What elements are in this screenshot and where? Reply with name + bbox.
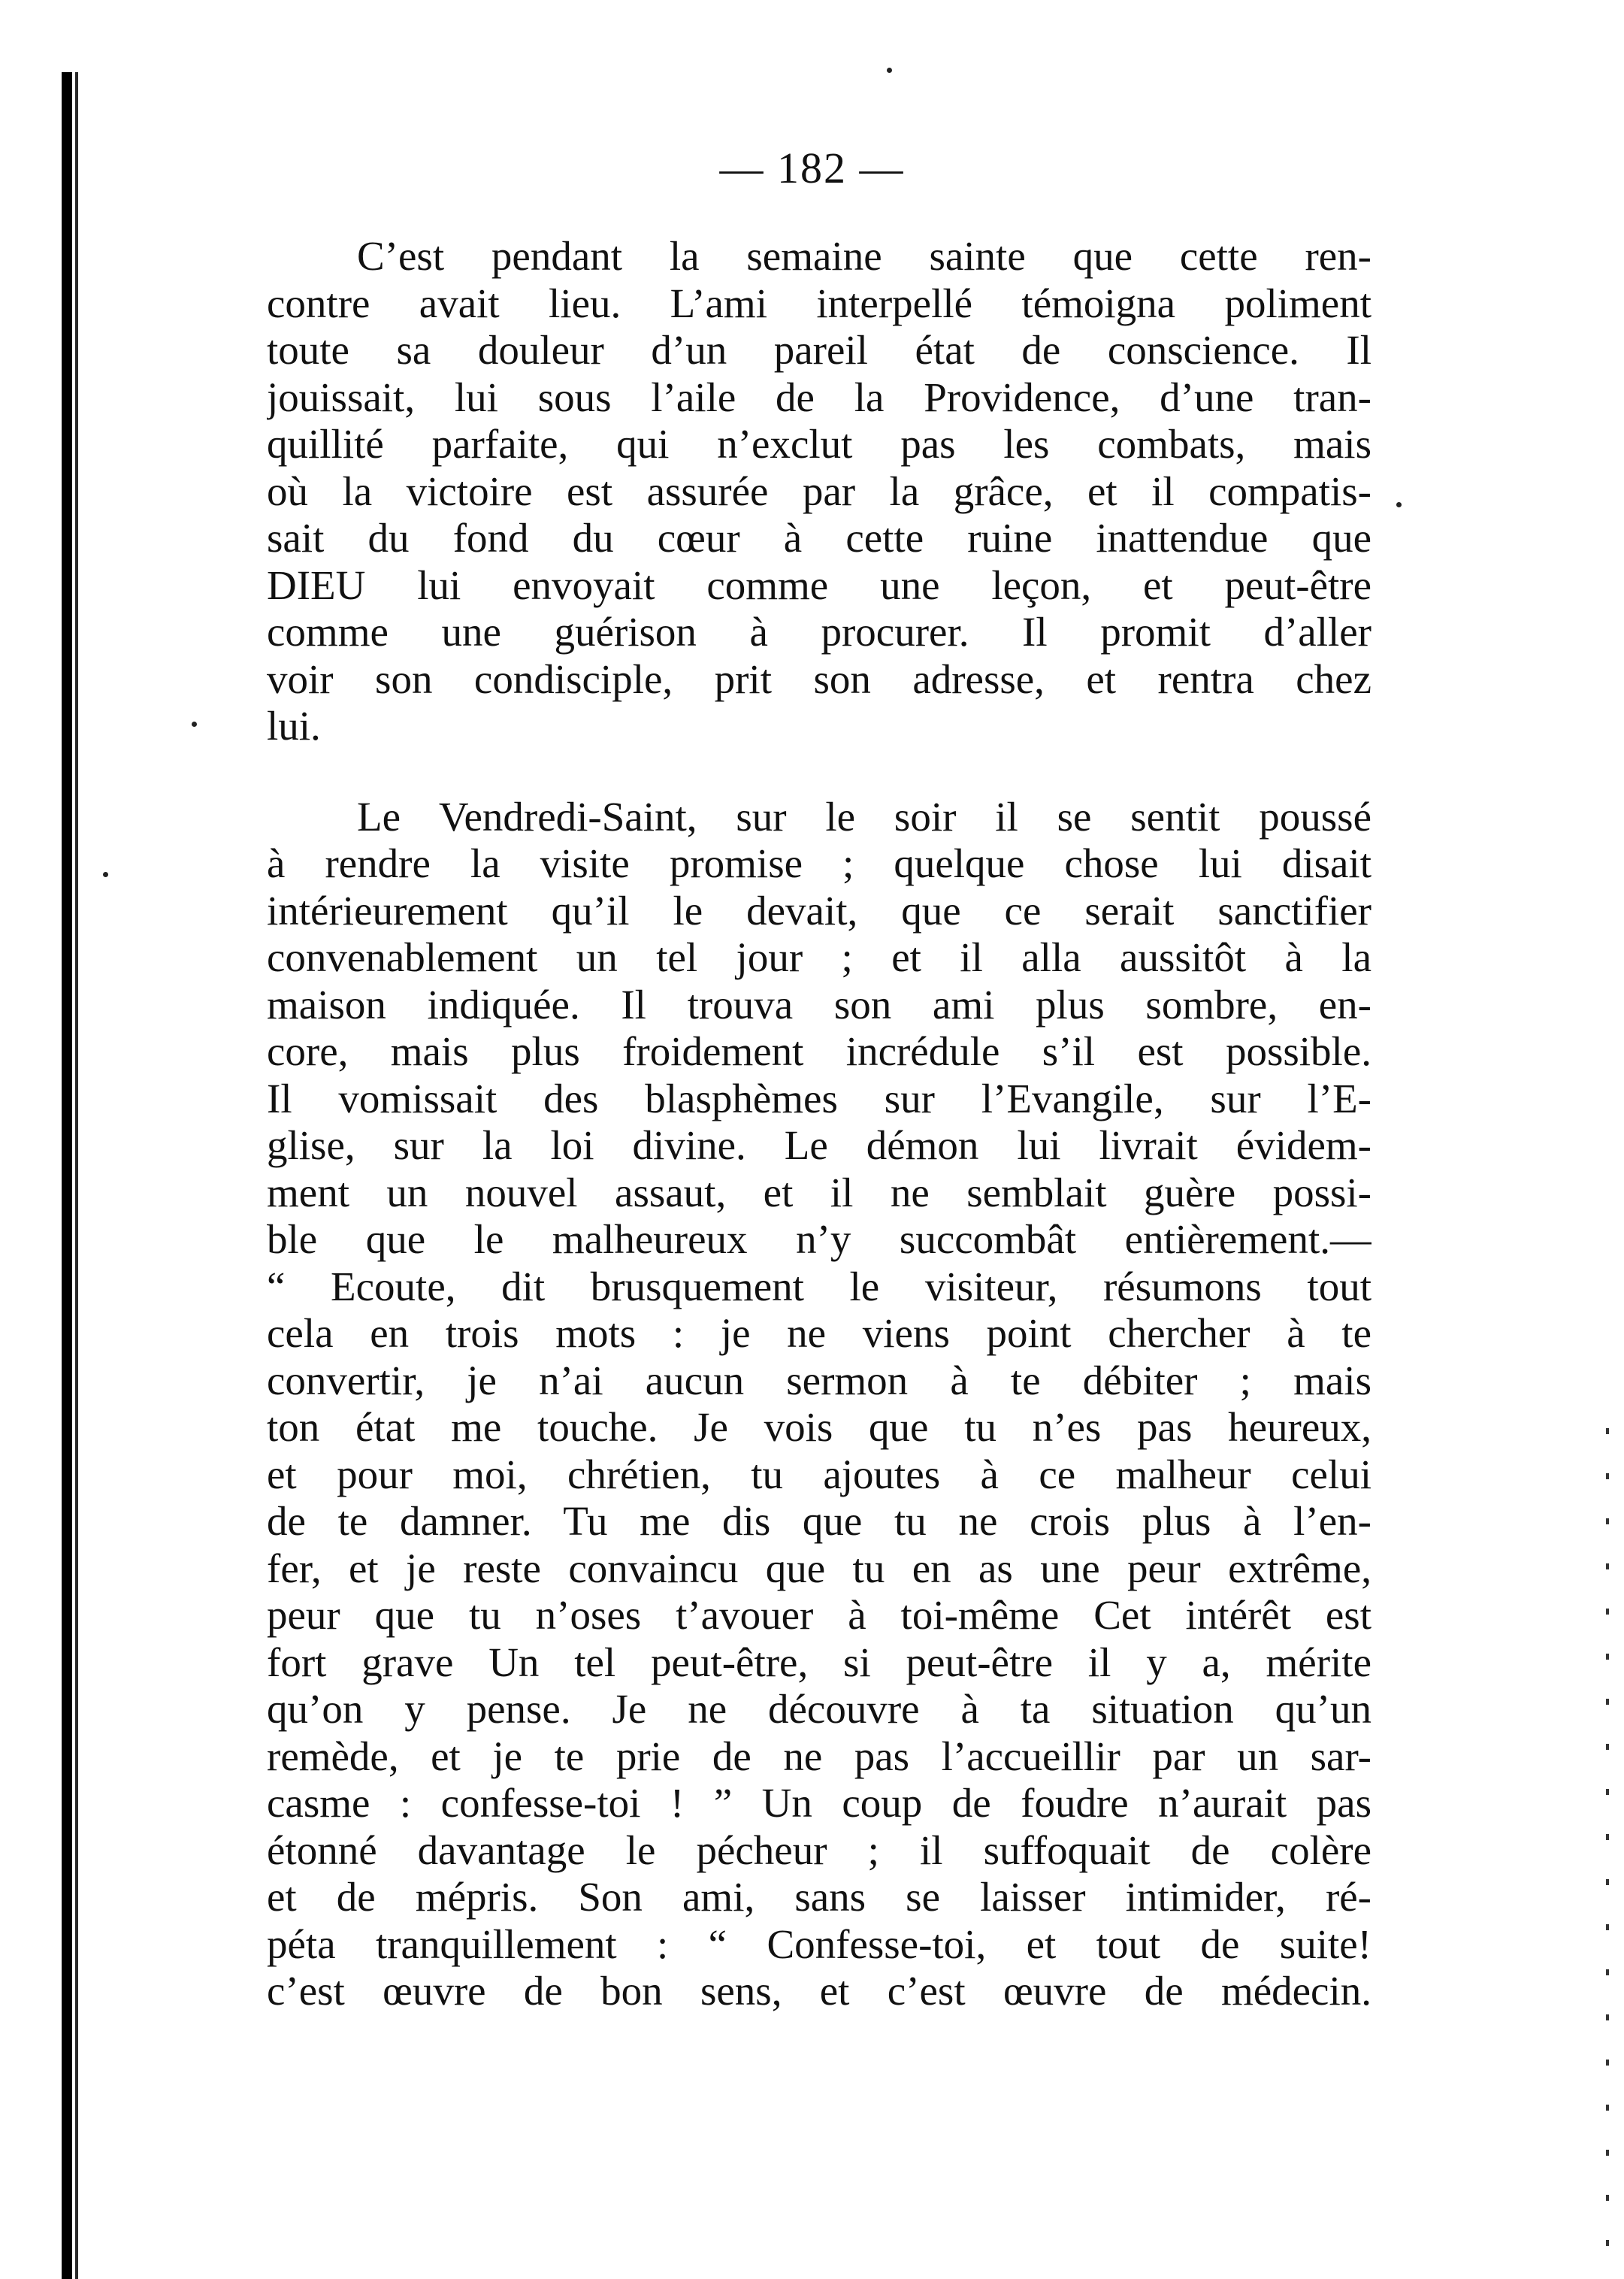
body-text: [267, 233, 1371, 2059]
text-line: cela en trois mots : je ne viens point chercher à te: [267, 1310, 1371, 1356]
text-line: toute sa douleur d’un pareil état de conscience. Il: [267, 327, 1371, 373]
text-line: maison indiquée. Il trouva son ami plus sombre, en-: [267, 981, 1371, 1028]
text-line: à rendre la visite promise ; quelque chose lui disait: [267, 840, 1371, 886]
text-line: peur que tu n’oses t’avouer à toi-même Cet intérêt est: [267, 1592, 1371, 1638]
text-line: ton état me touche. Je vois que tu n’es pas heureux,: [267, 1404, 1371, 1450]
text-line: et pour moi, chrétien, tu ajoutes à ce malheur celui: [267, 1451, 1371, 1497]
ink-speck: [1396, 502, 1402, 507]
text-line: quillité parfaite, qui n’exclut pas les combats, mais: [267, 421, 1371, 467]
text-line: sait du fond du cœur à cette ruine inattendue que: [267, 515, 1371, 561]
ink-speck: [192, 722, 197, 727]
text-line: lui.: [267, 703, 321, 749]
text-line: remède, et je te prie de ne pas l’accueillir par un sar-: [267, 1733, 1371, 1779]
ink-speck: [887, 68, 892, 73]
text-line: où la victoire est assurée par la grâce, et il compatis-: [267, 468, 1371, 514]
page-binding-edge-inner: [75, 72, 78, 2279]
paragraph-2: [267, 794, 1371, 2015]
page-binding-edge: [62, 72, 72, 2279]
text-line: Le Vendredi-Saint, sur le soir il se sentit poussé: [357, 793, 1371, 840]
page-number: — 182 —: [719, 144, 905, 192]
text-line: C’est pendant la semaine sainte que cette ren-: [357, 233, 1371, 279]
text-line: ment un nouvel assaut, et il ne semblait guère possi-: [267, 1169, 1371, 1215]
text-line: Il vomissait des blasphèmes sur l’Evangile, sur l’E-: [267, 1075, 1371, 1121]
text-line: c’est œuvre de bon sens, et c’est œuvre de médecin.: [267, 1968, 1371, 2014]
text-line: péta tranquillement : “ Confesse-toi, et tout de suite!: [267, 1920, 1371, 1967]
text-line: étonné davantage le pécheur ; il suffoquait de colère: [267, 1827, 1371, 1873]
text-line: fer, et je reste convaincu que tu en as une peur extrême,: [267, 1545, 1371, 1591]
text-line: ble que le malheureux n’y succombât entièrement.—: [267, 1216, 1371, 1262]
text-line: intérieurement qu’il le devait, que ce serait sanctifier: [267, 887, 1371, 934]
text-line: qu’on y pense. Je ne découvre à ta situation qu’un: [267, 1686, 1371, 1732]
paragraph-1: [267, 233, 1371, 750]
text-line: glise, sur la loi divine. Le démon lui livrait évidem-: [267, 1122, 1371, 1168]
text-line: de te damner. Tu me dis que tu ne crois plus à l’en-: [267, 1498, 1371, 1544]
text-line: comme une guérison à procurer. Il promit d’aller: [267, 609, 1371, 655]
text-line: fort grave Un tel peut-être, si peut-être il y a, mérite: [267, 1639, 1371, 1685]
text-line: et de mépris. Son ami, sans se laisser intimider, ré-: [267, 1874, 1371, 1920]
text-line: convertir, je n’ai aucun sermon à te débiter ; mais: [267, 1357, 1371, 1403]
text-line: convenablement un tel jour ; et il alla aussitôt à la: [267, 934, 1371, 980]
text-line: contre avait lieu. L’ami interpellé témoigna poliment: [267, 280, 1371, 326]
text-line: core, mais plus froidement incrédule s’il est possible.: [267, 1028, 1371, 1074]
text-line: jouissait, lui sous l’aile de la Providence, d’une tran-: [267, 374, 1371, 420]
text-line: casme : confesse-toi ! ” Un coup de foudre n’aurait pas: [267, 1780, 1371, 1826]
text-line: voir son condisciple, prit son adresse, et rentra chez: [267, 655, 1371, 702]
page-right-edge-marks: [1606, 1428, 1609, 2255]
text-line: DIEU lui envoyait comme une leçon, et peut-être: [267, 561, 1371, 608]
ink-speck: [103, 872, 108, 877]
text-line: “ Ecoute, dit brusquement le visiteur, résumons tout: [267, 1263, 1371, 1309]
